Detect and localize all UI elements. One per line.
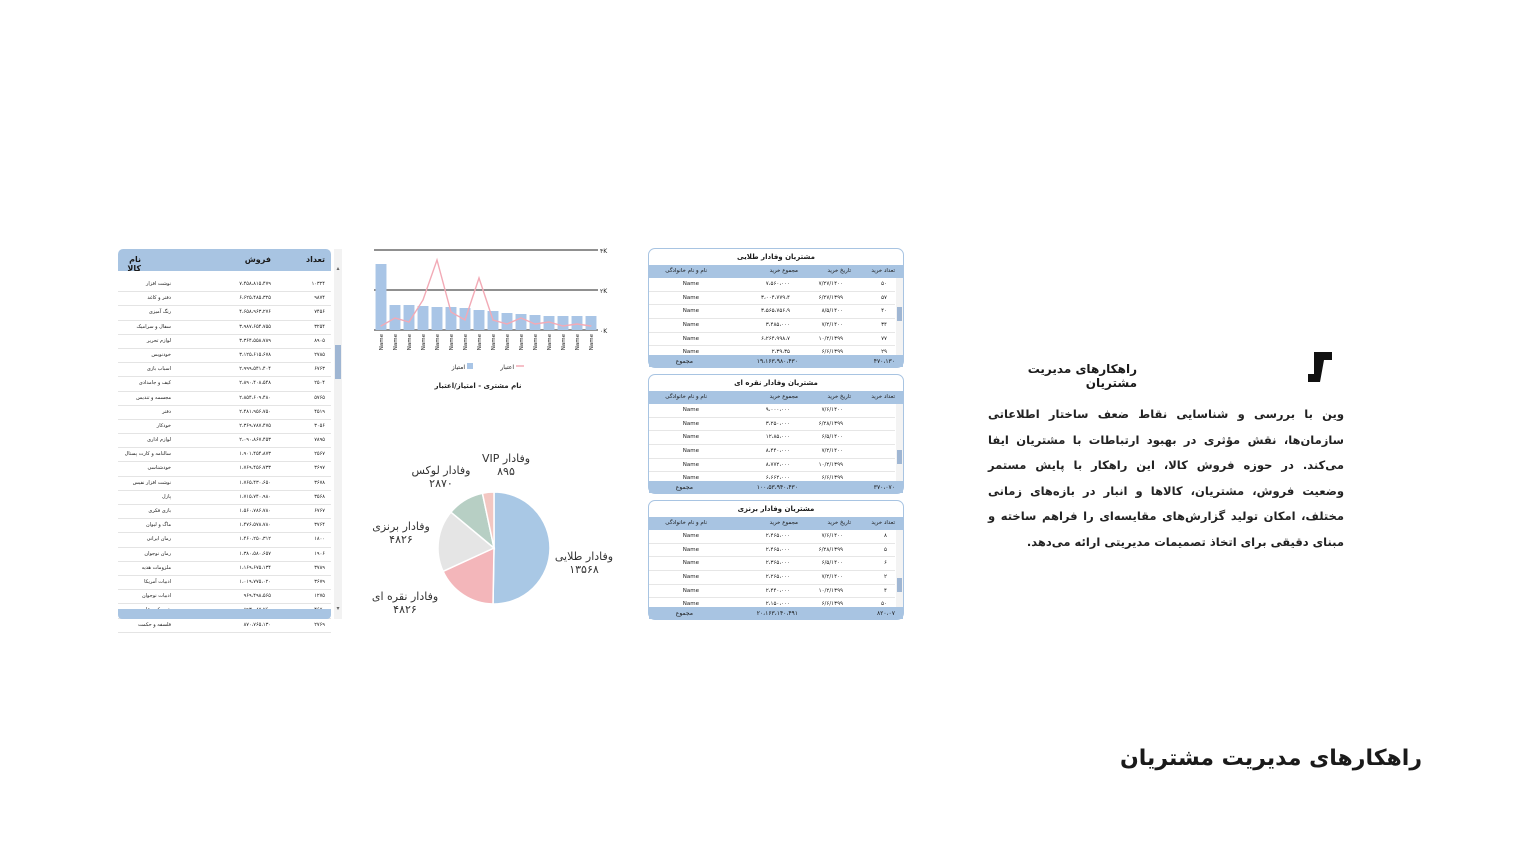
y-tick-label: ۲K — [600, 288, 608, 295]
customer-header-cell: مجموع خرید — [769, 520, 798, 526]
product-cell-name: خودنویس — [151, 351, 171, 358]
product-cell-sales: ۱،۴۷۶،۵۷۸،۷۸۰ — [239, 522, 271, 529]
customer-cell: ۲۹ — [881, 349, 887, 356]
customer-cell: Name — [682, 533, 699, 539]
customer-cell: ۶/۶/۱۳۹۹ — [821, 349, 843, 356]
customer-cell: ۶،۶۶۲،۰۰۰ — [765, 475, 790, 482]
customer-table — [648, 500, 904, 620]
customer-cell: ۶/۶/۱۳۹۹ — [821, 601, 843, 608]
customer-cell: ۷/۶/۱۴۰۰ — [821, 533, 843, 539]
customer-header-cell: نام و نام خانوادگی — [665, 520, 707, 526]
customer-table — [648, 374, 904, 494]
customer-header-cell: تعداد خرید — [871, 394, 895, 400]
line-point — [576, 323, 577, 324]
customer-table — [648, 248, 904, 368]
customer-cell: ۵ — [884, 546, 887, 553]
x-tick-label: Name — [379, 334, 385, 351]
product-cell-count: ۳۶۷۹ — [314, 578, 325, 585]
line-point — [478, 277, 479, 278]
table-row — [118, 548, 331, 562]
customer-cell: ۳،۰۰۴،۷۷۹،۴ — [761, 294, 790, 301]
line-point — [464, 319, 465, 320]
product-cell-sales: ۲،۴۸۱،۹۵۶،۷۵۰ — [239, 408, 271, 415]
product-cell-count: ۳۲۵۴ — [314, 323, 325, 330]
customer-table-scrollbar[interactable] — [896, 404, 903, 481]
customer-cell: Name — [682, 574, 699, 581]
customer-table-footer — [649, 355, 903, 367]
customer-cell: ۷/۲/۱۴۰۰ — [821, 448, 843, 455]
table-row — [118, 292, 331, 306]
product-cell-name: ماگ و لیوان — [146, 522, 171, 529]
footer-sum: ۲۰،۱۶۳،۱۴۰،۴۹۱ — [756, 610, 798, 617]
line-point — [394, 317, 395, 318]
footer-count: ۳۷۰،۰۷۰ — [873, 484, 895, 491]
table-row — [649, 305, 895, 319]
table-row — [118, 349, 331, 363]
product-cell-count: ۱۹۰۶ — [314, 550, 325, 557]
table-row — [118, 321, 331, 335]
customer-header-cell: تعداد خرید — [871, 520, 895, 526]
product-cell-name: پازل — [162, 493, 171, 500]
bar-mark — [586, 316, 597, 330]
customer-cell: ۶/۲۸/۱۳۹۹ — [818, 420, 843, 427]
footer-sum: ۱۹،۱۶۳،۹۸۰،۴۳۰ — [756, 358, 798, 365]
x-tick-label: Name — [407, 334, 413, 351]
x-tick-label: Name — [533, 334, 539, 351]
scroll-down-icon[interactable]: ▾ — [336, 605, 340, 612]
legend-line-label: اعتبار — [500, 364, 514, 371]
customer-cell: Name — [682, 587, 699, 594]
section-heading: راهکارهای مدیریت مشتریان — [1027, 362, 1137, 390]
customer-cell: ۱۰/۲/۱۳۹۹ — [818, 587, 843, 594]
table-row — [118, 363, 331, 377]
product-sales-table — [118, 249, 342, 628]
product-cell-name: ملزومات هدیه — [141, 564, 171, 571]
product-cell-sales: ۲،۳۶۹،۷۸۷،۴۷۵ — [239, 422, 271, 429]
x-tick-label: Name — [575, 334, 581, 351]
product-cell-sales: ۷،۴۵۸،۸۱۵،۴۷۹ — [239, 281, 271, 287]
product-cell-sales: ۹۶۹،۴۹۸،۵۶۵ — [243, 593, 271, 600]
scrollbar-thumb[interactable] — [897, 307, 902, 321]
product-cell-name: کیف و جامدادی — [138, 380, 171, 387]
product-cell-sales: ۲،۹۹۹،۵۴۱،۴۰۴ — [239, 366, 271, 373]
scrollbar-thumb[interactable] — [335, 345, 341, 379]
customer-table-footer — [649, 607, 903, 619]
customer-cell: Name — [682, 294, 699, 301]
customer-cell: ۳،۲۵۰،۰۰۰ — [765, 420, 790, 427]
bar-mark — [558, 316, 569, 330]
x-tick-label: Name — [463, 334, 469, 351]
bar-mark — [432, 307, 443, 330]
customer-header-cell: تاریخ خرید — [827, 268, 851, 274]
customer-cell: ۶/۵/۱۴۰۰ — [821, 560, 843, 567]
customer-cell: Name — [682, 281, 699, 287]
x-tick-label: Name — [393, 334, 399, 351]
customer-cell: ۷/۲۷/۱۴۰۰ — [818, 281, 843, 287]
table-row — [649, 459, 895, 473]
x-tick-label: Name — [491, 334, 497, 351]
table-row — [118, 519, 331, 533]
customer-cell: ۲،۴۴۰،۰۰۰ — [765, 587, 790, 594]
bar-mark — [474, 310, 485, 330]
bar-mark — [502, 313, 513, 330]
table-row — [649, 557, 895, 571]
product-cell-name: رنگ آمیزی — [148, 309, 171, 316]
product-table-header — [118, 249, 331, 271]
product-cell-name: اسباب بازی — [146, 366, 171, 373]
customer-cell: Name — [682, 308, 699, 315]
table-row — [118, 462, 331, 476]
brand-logo-icon — [1306, 350, 1334, 384]
table-row — [118, 533, 331, 547]
table-row — [649, 585, 895, 599]
pie-label-silver: وفادار نقره ای ۴۸۲۶ — [371, 590, 439, 616]
product-cell-name: دفتر و کاغذ — [147, 295, 171, 302]
product-cell-name: سالنامه و کارت پستال — [124, 451, 171, 458]
customer-cell: ۱۰/۲/۱۳۹۹ — [818, 461, 843, 468]
score-credit-chart — [366, 242, 616, 400]
product-cell-count: ۱۰۳۲۴ — [311, 281, 325, 287]
customer-cell: ۲،۳۶۵،۰۰۰ — [765, 560, 790, 567]
product-cell-sales: ۲،۰۹۰،۸۶۷،۴۵۳ — [239, 437, 271, 444]
customer-cell: Name — [682, 461, 699, 468]
product-cell-sales: ۴،۶۵۸،۹۶۳،۲۷۶ — [239, 309, 271, 316]
table-row — [118, 392, 331, 406]
customer-cell: ۳،۴۸۵،۰۰۰ — [765, 322, 790, 329]
line-point — [590, 325, 591, 326]
customer-table-header — [649, 265, 903, 278]
product-cell-count: ۳۶۷۸ — [314, 479, 325, 486]
customer-cell: Name — [682, 448, 699, 455]
product-cell-name: سفال و سرامیک — [136, 323, 171, 330]
legend-bar-label: امتیاز — [451, 364, 465, 371]
customer-header-cell: نام و نام خانوادگی — [665, 268, 707, 274]
product-cell-name: لوازم تحریر — [146, 337, 171, 344]
customer-cell: ۶،۲۶۴،۹۹۸،۷ — [761, 335, 790, 342]
scrollbar-thumb[interactable] — [897, 450, 902, 464]
line-point — [408, 321, 409, 322]
product-cell-count: ۲۵۶۷ — [314, 451, 325, 458]
customer-header-cell: تاریخ خرید — [827, 394, 851, 400]
y-tick-label: ۴K — [600, 248, 608, 255]
line-point — [380, 325, 381, 326]
product-cell-count: ۵۷۶۵ — [314, 394, 325, 401]
table-row — [118, 377, 331, 391]
bar-mark — [376, 264, 387, 330]
product-cell-count: ۳۷۶۴ — [314, 522, 325, 529]
product-cell-count: ۷۴۵۶ — [314, 309, 325, 316]
table-row — [118, 420, 331, 434]
table-row — [649, 431, 895, 445]
description-paragraph: وین با بررسی و شناسایی نقاط ضعف ساختار اطلاعاتی سازمان‌ها، نقش مؤثری در بهبود ارتباطات با مشتریان ایفا می‌کند. در حوزه فروش کالا، این راهکار با پایش مستمر وضعیت فروش، مشتریان، کالاها و انبار در بازه‌های زمانی مختلف، امکان تولید گزارش‌های مقایسه‌ای را فراهم ساخته و مبنای دقیقی برای اتخاذ تصمیمات مدیریتی ارائه می‌دهد. — [988, 407, 1344, 549]
bar-mark — [572, 316, 583, 330]
product-cell-sales: ۱،۷۶۵،۴۳۰،۶۵۰ — [239, 479, 271, 486]
customer-cell: Name — [682, 560, 699, 567]
header-count: تعداد — [306, 255, 325, 264]
product-cell-name: بازی فکری — [148, 508, 171, 514]
product-cell-name: نوشت افزار نفیس — [132, 479, 171, 486]
customer-table-title: مشتریان وفادار برنزی — [737, 505, 815, 513]
product-cell-count: ۷۸۹۵ — [314, 437, 325, 444]
customer-table-body — [649, 530, 895, 607]
customer-header-cell: نام و نام خانوادگی — [665, 394, 707, 400]
customer-cell: ۲،۳۹،۳۵ — [771, 349, 790, 356]
customer-cell: ۲،۱۵۰،۰۰۰ — [765, 601, 790, 608]
table-row — [649, 544, 895, 558]
score-credit-chart-svg — [366, 242, 616, 400]
customer-cell: ۹،۰۰۰،۰۰۰ — [765, 407, 790, 413]
product-cell-count: ۶۷۶۳ — [314, 366, 325, 373]
product-cell-name: فلسفه و حکمت — [138, 621, 171, 628]
product-cell-sales: ۱،۵۶۰،۷۸۶،۷۸۰ — [239, 508, 271, 514]
customer-cell: ۸،۴۴۰،۰۰۰ — [765, 448, 790, 455]
x-tick-label: Name — [477, 334, 483, 351]
x-tick-label: Name — [435, 334, 441, 351]
table-row — [649, 418, 895, 432]
product-cell-name: رمان نوجوان — [144, 550, 171, 557]
product-cell-count: ۳۷۸۹ — [314, 564, 325, 571]
customer-header-cell: مجموع خرید — [769, 394, 798, 400]
customer-table-footer — [649, 481, 903, 493]
customer-cell: ۶/۶/۱۳۹۹ — [821, 475, 843, 482]
customer-cell: ۶/۲۷/۱۳۹۹ — [818, 294, 843, 301]
product-cell-count: ۶۷۶۷ — [314, 508, 325, 514]
customer-cell: ۵۰ — [881, 601, 887, 608]
table-row — [118, 477, 331, 491]
customer-cell: Name — [682, 349, 699, 356]
product-cell-name: مجسمه و تندیس — [136, 394, 171, 401]
customer-cell: Name — [682, 335, 699, 342]
product-cell-sales: ۲،۸۹۰،۴۰۸،۵۴۸ — [239, 380, 271, 387]
product-cell-name: رمان ایرانی — [146, 536, 171, 543]
line-point — [562, 325, 563, 326]
table-row — [118, 306, 331, 320]
y-tick-label: ۰K — [600, 328, 608, 335]
product-cell-sales: ۱،۱۶۹،۶۷۵،۱۳۴ — [239, 564, 271, 571]
customer-table-header — [649, 391, 903, 404]
product-cell-sales: ۱،۳۸۰،۵۸۰،۶۵۷ — [239, 550, 271, 557]
product-cell-name: لوازم اداری — [147, 437, 171, 444]
customer-cell: ۶/۵/۱۴۰۰ — [821, 434, 843, 441]
bar-mark — [516, 314, 527, 330]
legend-bar-swatch — [467, 363, 473, 369]
product-cell-count: ۲۵۰۴ — [314, 380, 325, 387]
product-cell-count: ۳۵۶۸ — [314, 493, 325, 500]
product-cell-sales: ۳،۹۸۷،۶۵۴،۷۵۵ — [239, 323, 271, 330]
product-cell-count: ۱۸۰۰ — [314, 536, 325, 543]
header-name: نام کالا — [127, 255, 141, 273]
table-row — [118, 619, 331, 633]
pie-label-lux: وفادار لوکس ۲۸۷۰ — [411, 464, 471, 490]
customer-cell: ۸،۷۷۲،۰۰۰ — [765, 461, 790, 468]
customer-cell: Name — [682, 601, 699, 608]
customer-cell: ۲،۲۶۵،۰۰۰ — [765, 574, 790, 581]
product-cell-count: ۳۶۹۷ — [314, 465, 325, 472]
line-point — [450, 311, 451, 312]
product-cell-sales: ۱،۹۰۱،۴۵۴،۸۷۳ — [239, 451, 271, 458]
customer-cell: Name — [682, 546, 699, 553]
product-cell-sales: ۱،۷۱۵،۷۴۰،۹۸۰ — [239, 493, 271, 500]
footer-label: مجموع — [675, 484, 693, 491]
customer-table-scrollbar[interactable] — [896, 278, 903, 355]
product-cell-sales: ۱،۴۶۰،۲۵۰،۳۱۲ — [239, 536, 271, 543]
table-row — [118, 434, 331, 448]
customer-cell: ۱۰/۲/۱۳۹۹ — [818, 335, 843, 342]
product-cell-count: ۸۹۰۵ — [314, 337, 325, 344]
customer-header-cell: مجموع خرید — [769, 268, 798, 274]
table-row — [649, 571, 895, 585]
pie-slice — [493, 492, 550, 604]
x-tick-label: Name — [421, 334, 427, 351]
x-tick-label: Name — [449, 334, 455, 351]
product-cell-sales: ۲،۸۵۴،۶۰۹،۴۸۰ — [239, 394, 271, 401]
customer-cell: ۴ — [884, 587, 887, 594]
customer-cell: ۷۷ — [881, 335, 887, 342]
table-row — [649, 292, 895, 306]
header-sales: فروش — [244, 255, 271, 264]
product-cell-sales: ۳،۱۲۵،۶۱۵،۶۷۸ — [239, 351, 271, 358]
customer-cell: Name — [682, 420, 699, 427]
customer-cell: ۵۷ — [881, 294, 887, 301]
pie-label-vip: وفادار VIP ۸۹۵ — [481, 452, 531, 478]
product-table-scrollbar[interactable] — [334, 249, 342, 619]
table-row — [118, 448, 331, 462]
customer-cell: ۷/۲/۱۴۰۰ — [821, 322, 843, 329]
product-cell-count: ۱۲۷۵ — [314, 593, 325, 600]
product-cell-count: ۹۸۷۴ — [314, 295, 325, 302]
table-row — [649, 445, 895, 459]
pie-label-gold: وفادار طلایی ۱۳۵۶۸ — [554, 550, 614, 576]
customer-cell: Name — [682, 322, 699, 329]
x-tick-label: Name — [505, 334, 511, 351]
line-point — [520, 317, 521, 318]
footer-count: ۴۷۰،۱۳۰ — [873, 358, 895, 365]
product-cell-sales: ۶،۶۲۵،۴۸۵،۳۲۵ — [239, 295, 271, 302]
product-cell-name: خودکار — [156, 422, 171, 429]
pie-label-bronze: وفادار برنزی ۴۸۲۶ — [372, 520, 430, 546]
customer-cell: ۷/۶/۱۴۰۰ — [821, 407, 843, 413]
customer-cell: Name — [682, 475, 699, 482]
customer-cell: ۷/۲/۱۴۰۰ — [821, 574, 843, 581]
customer-cell: Name — [682, 407, 699, 413]
product-cell-count: ۲۷۸۵ — [314, 351, 325, 358]
customer-header-cell: تاریخ خرید — [827, 520, 851, 526]
customer-cell: ۶ — [884, 560, 887, 567]
table-row — [118, 335, 331, 349]
line-point — [548, 321, 549, 322]
line-point — [506, 323, 507, 324]
footer-count: ۸۲۰،۰۷ — [876, 610, 895, 617]
x-tick-label: Name — [547, 334, 553, 351]
product-cell-count: ۴۵۱۹ — [314, 408, 325, 415]
footer-label: مجموع — [675, 358, 693, 365]
scroll-up-icon[interactable]: ▴ — [336, 265, 340, 272]
customer-cell: ۷،۵۶۰،۰۰۰ — [765, 281, 790, 287]
customer-cell: ۸ — [884, 533, 887, 539]
table-row — [118, 590, 331, 604]
x-axis-title: نام مشتری - امتیاز/اعتبار — [434, 382, 522, 390]
table-row — [118, 491, 331, 505]
product-cell-name: دفتر — [162, 408, 171, 415]
x-tick-label: Name — [519, 334, 525, 351]
customer-cell: ۴۰ — [881, 308, 887, 315]
loyalty-pie-chart — [368, 446, 618, 620]
customer-cell: Name — [682, 434, 699, 441]
line-point — [436, 259, 437, 260]
product-cell-sales: ۱،۷۶۹،۴۵۶،۷۳۳ — [239, 465, 271, 472]
customer-cell: ۲،۴۶۵،۰۰۰ — [765, 546, 790, 553]
table-row — [649, 404, 895, 418]
table-row — [118, 406, 331, 420]
slide-title: راهکارهای مدیریت مشتریان — [1120, 746, 1422, 771]
customer-cell: ۲ — [884, 574, 887, 581]
footer-label: مجموع — [675, 610, 693, 617]
customer-cell: ۶/۲۸/۱۳۹۹ — [818, 546, 843, 553]
product-table-body — [118, 278, 331, 628]
customer-table-body — [649, 404, 895, 481]
table-row — [649, 333, 895, 347]
table-row — [649, 278, 895, 292]
customer-cell: ۳۴ — [881, 322, 887, 329]
product-cell-sales: ۳،۳۶۴،۵۵۸،۷۸۹ — [239, 337, 271, 344]
customer-cell: ۳،۵۶۵،۷۵۶،۹ — [761, 308, 790, 315]
product-cell-name: ادبیات آمریکا — [144, 578, 171, 585]
customer-cell: ۸/۵/۱۴۰۰ — [821, 308, 843, 315]
scrollbar-thumb[interactable] — [897, 578, 902, 592]
line-point — [534, 323, 535, 324]
customer-table-scrollbar[interactable] — [896, 530, 903, 607]
customer-cell: ۵۰ — [881, 281, 887, 287]
table-row — [649, 319, 895, 333]
line-point — [422, 299, 423, 300]
table-row — [118, 278, 331, 292]
customer-table-header — [649, 517, 903, 530]
table-row — [118, 576, 331, 590]
product-cell-name: خودشناسی — [147, 465, 171, 472]
bar-mark — [404, 305, 415, 330]
x-tick-label: Name — [589, 334, 595, 351]
customer-cell: ۱۲،۸۵،۰۰۰ — [765, 434, 790, 441]
product-cell-sales: ۸۷۰،۷۶۵،۱۳۰ — [243, 621, 271, 628]
table-row — [118, 505, 331, 519]
line-point — [492, 319, 493, 320]
x-tick-label: Name — [561, 334, 567, 351]
customer-header-cell: تعداد خرید — [871, 268, 895, 274]
product-table-footer — [118, 609, 331, 619]
product-cell-count: ۳۰۵۶ — [314, 422, 325, 429]
table-row — [649, 530, 895, 544]
customer-table-title: مشتریان وفادار نقره ای — [734, 379, 818, 387]
bar-mark — [418, 306, 429, 330]
product-cell-count: ۲۷۶۹ — [314, 621, 325, 628]
footer-sum: ۱۰۰،۵۳،۹۴۰،۴۳۰ — [756, 484, 798, 491]
product-cell-sales: ۱،۰۱۹،۷۷۵،۰۲۰ — [239, 578, 271, 585]
product-cell-name: ادبیات نوجوان — [141, 593, 171, 600]
table-row — [118, 562, 331, 576]
customer-table-title: مشتریان وفادار طلایی — [737, 253, 815, 261]
customer-cell: ۲،۴۶۵،۰۰۰ — [765, 533, 790, 539]
customer-table-body — [649, 278, 895, 355]
product-cell-name: نوشت افزار — [145, 281, 171, 287]
